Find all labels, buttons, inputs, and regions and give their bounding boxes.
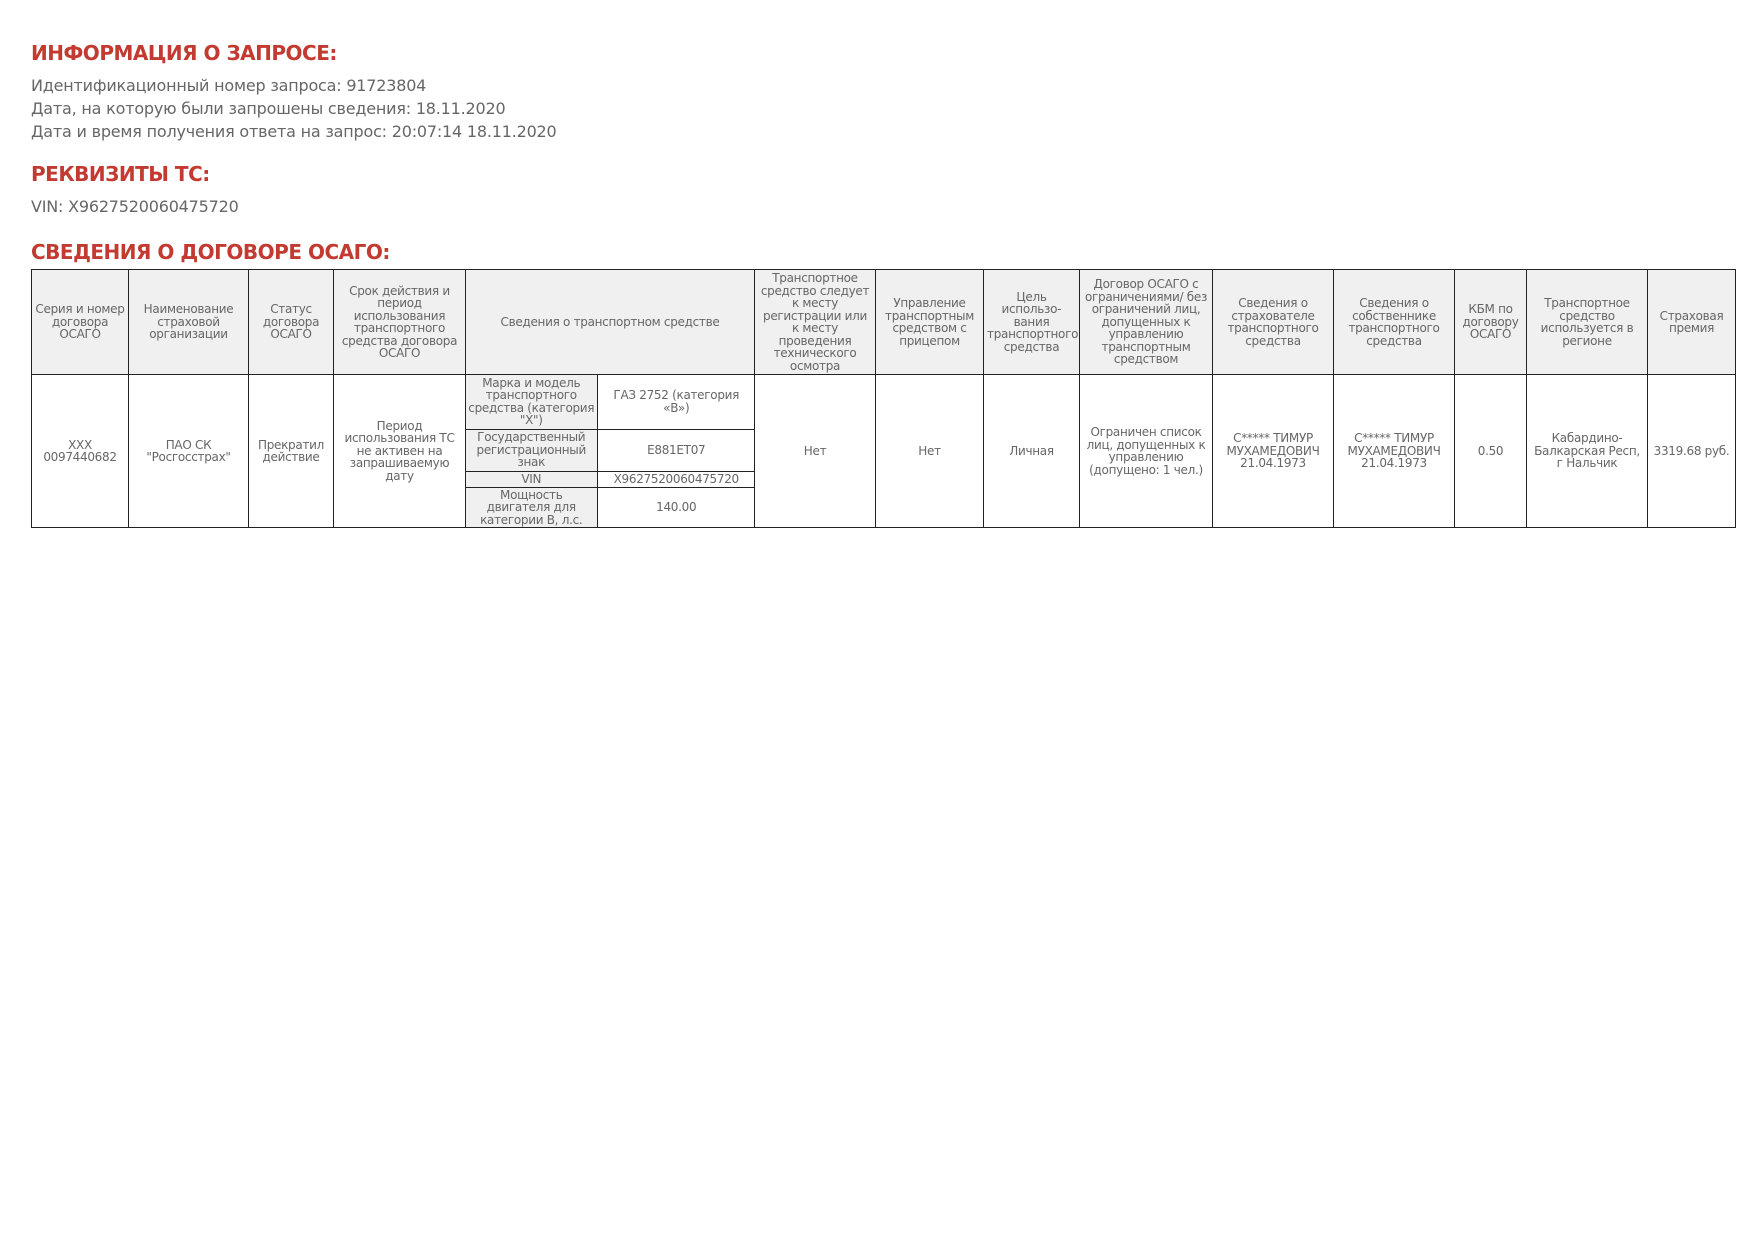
osago-table <box>31 269 1736 528</box>
vehicle-detail-value: Е881ЕТ07 <box>597 429 755 471</box>
request-id-line: Идентификационный номер запроса: 91723804 <box>31 76 427 95</box>
cell-kbm: 0.50 <box>1455 375 1527 528</box>
cell-insurer-name: ПАО СК "Росгосстрах" <box>129 375 249 528</box>
cell-restrictions: Ограничен список лиц, допущенных к управлению (допущено: 1 чел.) <box>1080 375 1213 528</box>
header-policyholder: Сведения о страхователе транспортного средства <box>1213 270 1334 375</box>
header-purpose: Цель использования транспортного средства <box>984 270 1080 375</box>
cell-policyholder: С***** ТИМУР МУХАМЕДОВИЧ 21.04.1973 <box>1213 375 1334 528</box>
header-trailer: Управление транспортным средством с прицепом <box>876 270 984 375</box>
vehicle-detail-label: VIN <box>466 471 597 487</box>
header-status: Статус договора ОСАГО <box>249 270 334 375</box>
vehicle-detail-label: Государственный регистрационный знак <box>466 429 597 471</box>
vin-line: VIN: X9627520060475720 <box>31 197 239 216</box>
header-registration-travel: Транспортное средство следует к месту регистрации или к месту проведения технического осмотра <box>755 270 876 375</box>
contract-section <box>31 239 1735 528</box>
cell-period: Период использования ТС не активен на запрашиваемую дату <box>334 375 466 528</box>
report-page <box>31 40 1735 528</box>
vehicle-heading: РЕКВИЗИТЫ ТС: <box>31 162 210 186</box>
vehicle-detail-label: Мощность двигателя для категории B, л.с. <box>466 487 597 527</box>
request-info-heading: ИНФОРМАЦИЯ О ЗАПРОСЕ: <box>31 41 337 65</box>
contract-heading: СВЕДЕНИЯ О ДОГОВОРЕ ОСАГО: <box>31 240 390 264</box>
header-owner: Сведения о собственнике транспортного средства <box>1334 270 1455 375</box>
header-series-number: Серия и номер договора ОСАГО <box>32 270 129 375</box>
header-premium: Страховая премия <box>1648 270 1736 375</box>
cell-status: Прекратил действие <box>249 375 334 528</box>
header-region: Транспортное средство используется в регионе <box>1527 270 1648 375</box>
header-insurer-name: Наименование страховой организации <box>129 270 249 375</box>
header-kbm: КБМ по договору ОСАГО <box>1455 270 1527 375</box>
table-row <box>32 375 1736 528</box>
cell-premium: 3319.68 руб. <box>1648 375 1736 528</box>
vehicle-detail-row <box>466 375 755 429</box>
vehicle-section <box>31 161 1735 218</box>
vehicle-detail-row <box>466 471 755 487</box>
cell-purpose: Личная <box>984 375 1080 528</box>
table-header-row <box>32 270 1736 375</box>
vehicle-detail-row <box>466 487 755 527</box>
cell-vehicle-details <box>466 375 755 528</box>
vehicle-details-table <box>466 375 755 527</box>
cell-region: Кабардино-Балкарская Респ, г Нальчик <box>1527 375 1648 528</box>
cell-trailer: Нет <box>876 375 984 528</box>
vehicle-detail-label: Марка и модель транспортного средства (категория "X") <box>466 375 597 429</box>
header-vehicle-info: Сведения о транспортном средстве <box>466 270 755 375</box>
cell-registration-travel: Нет <box>755 375 876 528</box>
vehicle-detail-row <box>466 429 755 471</box>
vehicle-detail-value: X9627520060475720 <box>597 471 755 487</box>
request-info-section <box>31 40 1735 143</box>
header-period: Срок действия и период использования транспортного средства договора ОСАГО <box>334 270 466 375</box>
cell-owner: С***** ТИМУР МУХАМЕДОВИЧ 21.04.1973 <box>1334 375 1455 528</box>
cell-series-number: XXX 0097440682 <box>32 375 129 528</box>
vehicle-detail-value: 140.00 <box>597 487 755 527</box>
header-restrictions: Договор ОСАГО с ограничениями/ без ограничений лиц, допущенных к управлению транспортным средством <box>1080 270 1213 375</box>
response-datetime-line: Дата и время получения ответа на запрос: 20:07:14 18.11.2020 <box>31 122 557 141</box>
vehicle-detail-value: ГАЗ 2752 (категория «B») <box>597 375 755 429</box>
request-date-line: Дата, на которую были запрошены сведения: 18.11.2020 <box>31 99 506 118</box>
